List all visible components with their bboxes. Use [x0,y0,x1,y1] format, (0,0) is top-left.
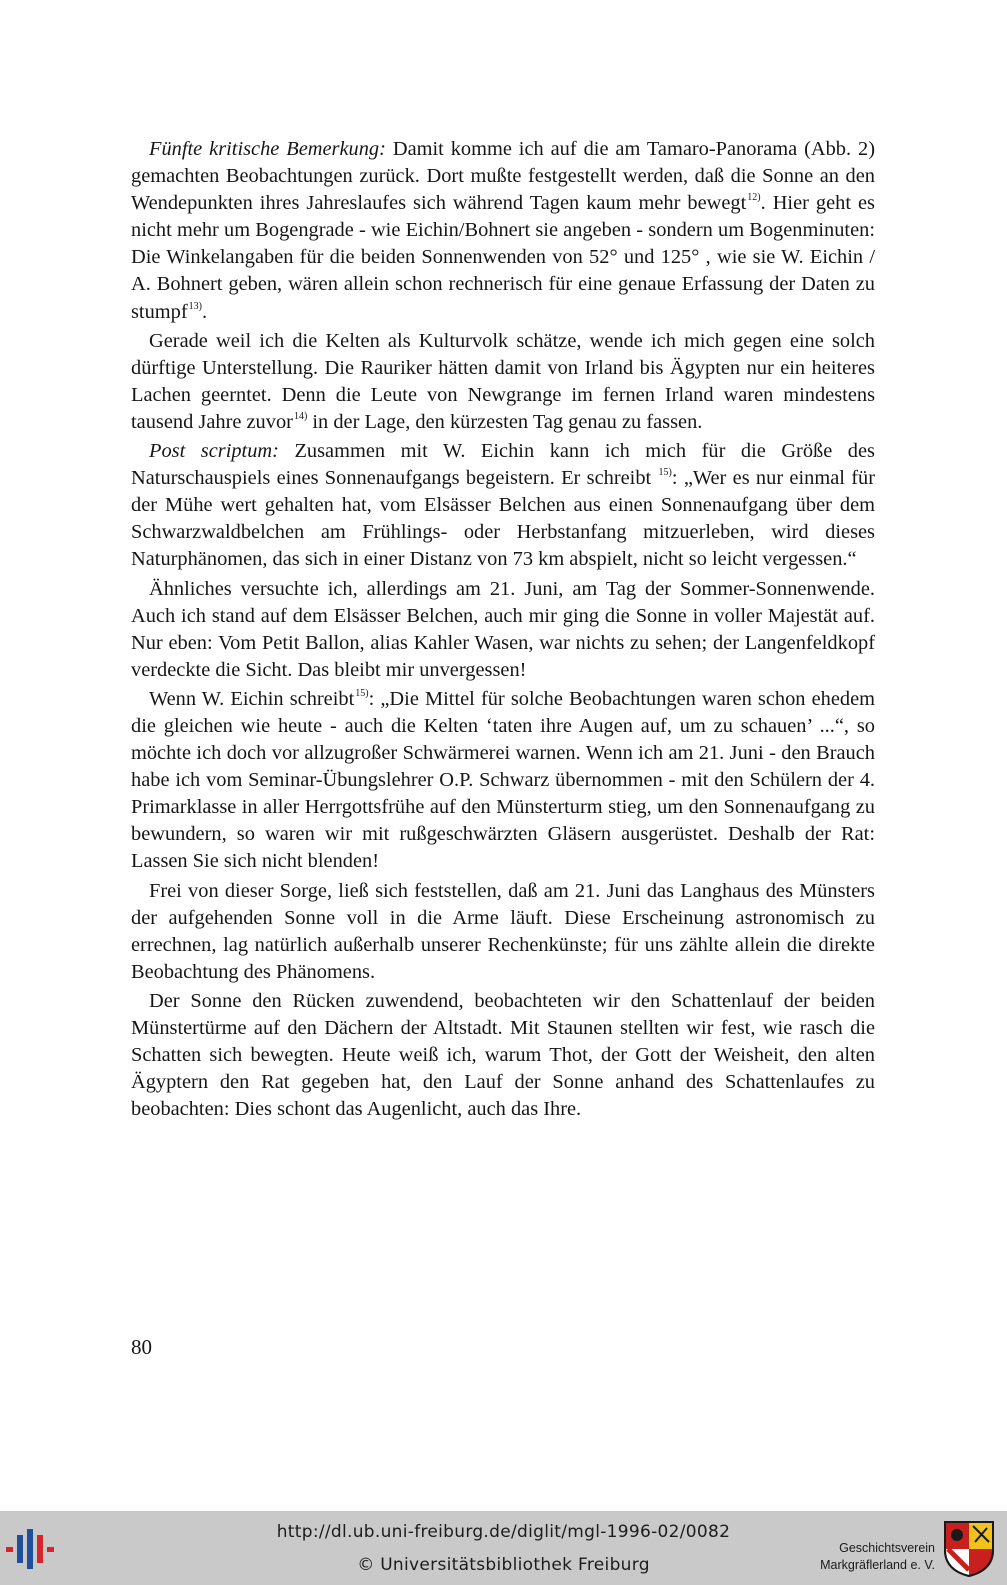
text-run: . Hier geht es nicht mehr um Bogengrade - wie Eichin/Bohnert sie angeben - sondern um Bogenminuten: Die Winkelangaben für die beiden Sonnenwenden von 52° und 125° , wie sie W. Eichin / A. Bohnert geben, wären allein schon rechnerisch für eine genaue Erfassung der Daten zu stumpf [131,192,875,323]
society-name [800,1540,935,1574]
paragraph [131,988,875,1123]
text-run: : „Wer es nur einmal für der Mühe wert gehalten hat, vom Elsässer Belchen aus einen Sonnenaufgang über dem Schwarzwaldbelchen am Frühlings- oder Herbstanfang mitzuerleben, wird dieses Naturphänomen, das sich in einer Distanz von 73 km abspielt, nicht so leicht vergessen.“ [131,467,875,571]
paragraph [131,686,875,876]
society-name-line-2: Markgräflerland e. V. [820,1558,935,1572]
society-name-line-1: Geschichtsverein [839,1541,935,1555]
copyright-notice: © Universitätsbibliothek Freiburg [357,1555,650,1575]
footnote-reference: 14) [293,410,308,422]
text-run: Wenn W. Eichin schreibt [149,687,355,710]
paragraph [131,576,875,684]
coat-of-arms-icon [943,1520,995,1578]
source-url[interactable]: http://dl.ub.uni-freiburg.de/diglit/mgl-1996-02/0082 [276,1522,731,1542]
paragraph [131,328,875,436]
text-run: Gerade weil ich die Kelten als Kulturvolk schätze, wende ich mich gegen eine solch dürftige Unterstellung. Die Rauriker hätten damit von Irland bis Ägypten nur ein heiteres Lachen geerntet. Denn die Leute von Newgrange im fernen Irland waren mindestens tausend Jahre zuvor [131,329,875,433]
footer-bar [0,1511,1007,1585]
text-run: : „Die Mittel für solche Beobachtungen waren schon ehedem die gleichen wie heute - auch die Kelten ‘taten ihre Augen auf, um zu schauen’ ...“, so möchte ich doch vor allzugroßer Schwärmerei warnen. Wenn ich am 21. Juni - den Brauch habe ich vom Seminar-Übungslehrer O.P. Schwarz übernommen - mit den Schülern der 4. Primarklasse in aller Herrgottsfrühe auf den Münsterturm stieg, um den Sonnenaufgang zu bewundern, so waren wir mit rußgeschwärzten Gläsern ausgerüstet. Deshalb der Rat: Lassen Sie sich nicht blenden! [131,687,875,873]
text-run: Zusammen mit W. Eichin kann ich mich für die Größe des Naturschauspiels eines Sonnenaufgangs begeistern. Er schreibt [131,440,875,490]
italic-lead-in: Fünfte kritische Bemerkung: [149,138,386,160]
text-run: . [202,300,208,323]
text-run: Ähnliches versuchte ich, allerdings am 21. Juni, am Tag der Sommer-Sonnenwende. Auch ich stand auf dem Elsässer Belchen, auch mir ging die Sonne in voller Majestät auf. Nur eben: Vom Petit Ballon, alias Kahler Wasen, war nichts zu sehen; der Langenfeldkopf verdeckte die Sicht. Das bleibt mir unvergessen! [131,577,875,681]
text-run: Damit komme ich auf die am Tamaro-Panorama (Abb. 2) gemachten Beobachtungen zurück. Dort mußte festgestellt werden, daß die Sonne an den Wendepunkten ihres Jahreslaufes sich während Tagen kaum mehr bewegt [131,138,875,215]
page-number: 80 [131,1335,152,1359]
text-run: Der Sonne den Rücken zuwendend, beobachteten wir den Schattenlauf der beiden Münstertürme auf den Dächern der Altstadt. Mit Staunen stellten wir fest, wie rasch die Schatten sich bewegten. Heute weiß ich, warum Thot, der Gott der Weisheit, den alten Ägyptern den Rat gegeben hat, den Lauf der Sonne anhand des Schattenlaufes zu beobachten: Dies schont das Augenlicht, auch das Ihre. [131,989,875,1121]
text-run: in der Lage, den kürzesten Tag genau zu fassen. [307,410,703,433]
paragraph [131,878,875,986]
document-body [131,136,875,1125]
paragraph [131,136,875,326]
footnote-reference: 12) [747,192,761,204]
italic-lead-in: Post scriptum: [149,440,279,463]
paragraph [131,438,875,573]
footnote-reference: 15) [355,687,369,699]
footnote-reference: 13) [188,300,202,312]
footnote-reference: 15) [658,467,672,479]
text-run: Frei von dieser Sorge, ließ sich feststellen, daß am 21. Juni das Langhaus des Münsters der aufgehenden Sonne voll in die Arme läuft. Diese Erscheinung astronomisch zu errechnen, lag natürlich außerhalb unserer Rechenkünste; für uns zählte allein die direkte Beobachtung des Phänomens. [131,879,875,983]
